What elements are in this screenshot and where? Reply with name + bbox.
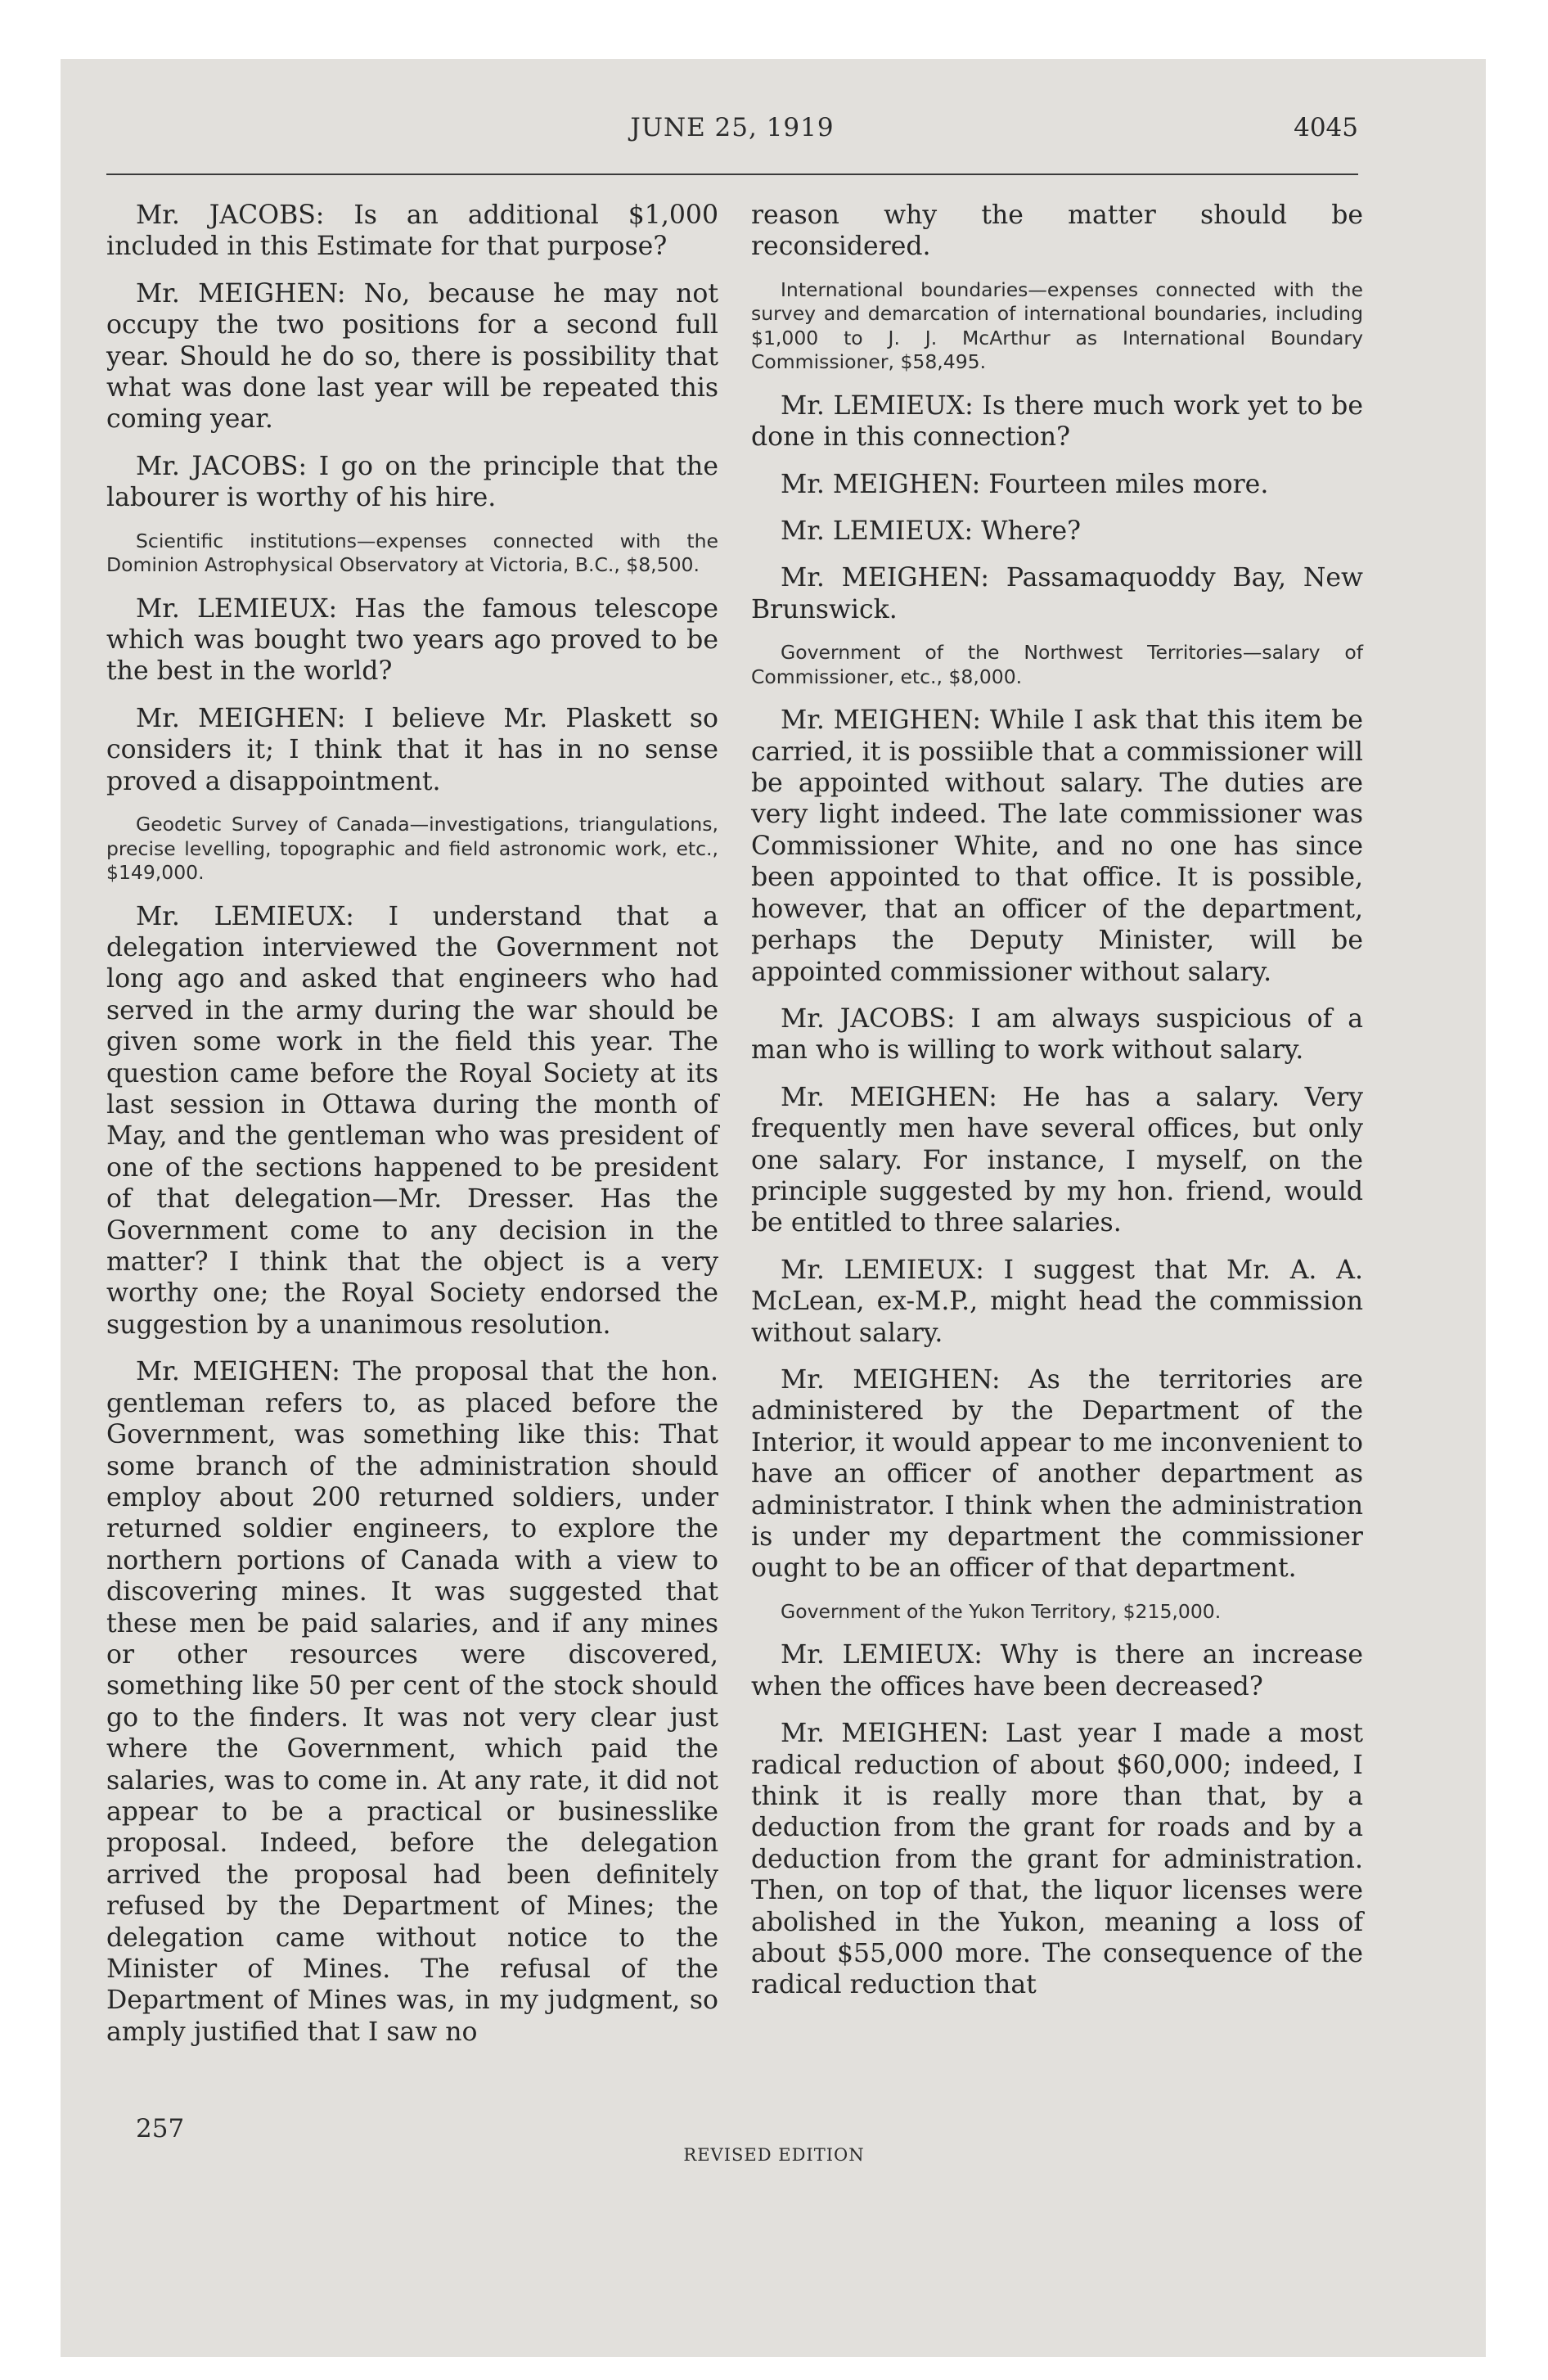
header-rule [106, 174, 1358, 175]
speech-paragraph: Mr. MEIGHEN: I believe Mr. Plaskett so considers it; I think that it has in no sense proved a disappointment. [106, 703, 718, 796]
page-header [106, 113, 1358, 151]
speech-paragraph: Mr. LEMIEUX: Where? [781, 516, 1081, 547]
speech-paragraph: Mr. LEMIEUX: Why is there an increase when the offices have been decreased? [751, 1640, 1363, 1702]
estimate-item: Scientific institutions—expenses connected with the Dominion Astrophysical Observatory at Victoria, B.C., $8,500. [106, 529, 718, 577]
page-date: JUNE 25, 1919 [630, 113, 835, 142]
estimate-item: Government of the Yukon Territory, $215,000. [781, 1599, 1222, 1623]
speech-paragraph: Mr. MEIGHEN: No, because he may not occupy the two positions for a second full year. Should he do so, there is possibility that what was done last year will be repeated this coming year. [106, 278, 718, 435]
folio-number: 257 [136, 2114, 185, 2143]
left-column [106, 200, 718, 2063]
speech-paragraph: Mr. LEMIEUX: Has the famous telescope which was bought two years ago proved to be the best in the world? [106, 593, 718, 687]
speech-paragraph: Mr. LEMIEUX: I understand that a delegation interviewed the Government not long ago and asked that engineers who had served in the army during the war should be given some work in the field this year. The question came before the Royal Society at its last session in Ottawa during the month of May, and the gentleman who was president of one of the sections happened to be president of that delegation—Mr. Dresser. Has the Government come to any decision in the matter? I think that the object is a very worthy one; the Royal Society endorsed the suggestion by a unanimous resolution. [106, 901, 718, 1340]
page-number: 4045 [1294, 113, 1358, 142]
estimate-item: Government of the Northwest Territories—salary of Commissioner, etc., $8,000. [751, 641, 1363, 688]
speech-paragraph: Mr. LEMIEUX: Is there much work yet to be done in this connection? [751, 390, 1363, 453]
speech-paragraph: Mr. MEIGHEN: The proposal that the hon. gentleman refers to, as placed before the Government, was something like this: That some branch of the administration should employ about 200 returned soldiers, under returned soldier engineers, to explore the northern portions of Canada with a view to discovering mines. It was suggested that these men be paid salaries, and if any mines or other resources were discovered, something like 50 per cent of the stock should go to the finders. It was not very clear just where the Government, which paid the salaries, was to come in. At any rate, it did not appear to be a practical or businesslike proposal. Indeed, before the delegation arrived the proposal had been definitely refused by the Department of Mines; the delegation came without notice to the Minister of Mines. The refusal of the Department of Mines was, in my judgment, so amply justified that I saw no [106, 1357, 718, 2047]
speech-paragraph: Mr. MEIGHEN: While I ask that this item be carried, it is possiible that a commissioner will be appointed without salary. The duties are very light indeed. The late commissioner was Commissioner White, and no one has since been appointed to that office. It is possible, however, that an officer of the department, perhaps the Deputy Minister, will be appointed commissioner without salary. [751, 705, 1363, 987]
speech-paragraph: Mr. MEIGHEN: As the territories are administered by the Department of the Interior, it would appear to me inconvenient to have an officer of another department as administrator. I think when the administration is under my department the commissioner ought to be an officer of that department. [751, 1364, 1364, 1584]
right-column [751, 200, 1363, 2017]
speech-paragraph: Mr. MEIGHEN: Fourteen miles more. [781, 469, 1269, 499]
speech-paragraph: Mr. JACOBS: I am always suspicious of a man who is willing to work without salary. [751, 1003, 1363, 1066]
estimate-item: Geodetic Survey of Canada—investigations, triangulations, precise levelling, topographic and field astronomic work, etc., $149,000. [106, 813, 718, 885]
speech-paragraph: Mr. LEMIEUX: I suggest that Mr. A. A. McLean, ex-M.P., might head the commission without salary. [751, 1255, 1363, 1348]
speech-paragraph: Mr. JACOBS: I go on the principle that the labourer is worthy of his hire. [106, 451, 718, 513]
estimate-item: International boundaries—expenses connected with the survey and demarcation of international boundaries, including $1,000 to J. J. McArthur as International Boundary Commissioner, $58,495. [751, 277, 1363, 374]
speech-paragraph: Mr. MEIGHEN: Last year I made a most radical reduction of about $60,000; indeed, I think it is really more than that, by a deduction from the grant for roads and by a deduction from the grant for administration. Then, on top of that, the liquor licenses were abolished in the Yukon, meaning a loss of about $55,000 more. The consequence of the radical reduction that [751, 1719, 1363, 2000]
speech-continuation: reason why the matter should be reconsidered. [751, 201, 1363, 262]
speech-paragraph: Mr. JACOBS: Is an additional $1,000 included in this Estimate for that purpose? [106, 201, 718, 262]
speech-paragraph: Mr. MEIGHEN: Passamaquoddy Bay, New Brunswick. [751, 563, 1363, 624]
speech-paragraph: Mr. MEIGHEN: He has a salary. Very frequently men have several offices, but only one salary. For instance, I myself, on the principle suggested by my hon. friend, would be entitled to three salaries. [751, 1082, 1363, 1238]
edition-label: REVISED EDITION [683, 2145, 865, 2165]
